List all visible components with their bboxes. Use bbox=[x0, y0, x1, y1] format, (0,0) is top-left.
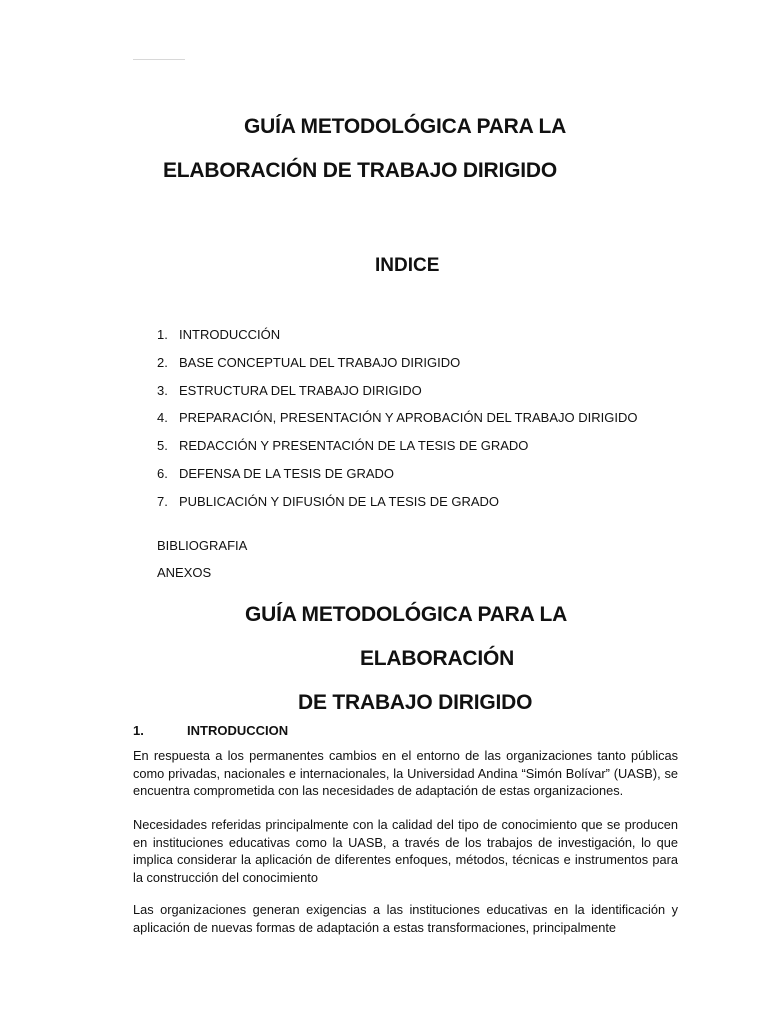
toc-item[interactable] bbox=[157, 408, 637, 436]
title2-line-3: DE TRABAJO DIRIGIDO bbox=[298, 691, 533, 714]
toc-item-label: BASE CONCEPTUAL DEL TRABAJO DIRIGIDO bbox=[179, 354, 461, 370]
toc-item-number: 7. bbox=[157, 493, 168, 509]
paragraph-1: En respuesta a los permanentes cambios en el entorno de las organizaciones tanto públicas como privadas, nacionales e internacionales, la Universidad Andina “Simón Bolívar” (UASB), se encuentra comprometida con las necesidades de adaptación de estas organizaciones. bbox=[133, 748, 678, 799]
toc-item-label: PUBLICACIÓN Y DIFUSIÓN DE LA TESIS DE GRADO bbox=[179, 493, 500, 509]
section-number: 1. bbox=[133, 723, 144, 738]
toc-item[interactable] bbox=[157, 464, 637, 492]
table-of-contents bbox=[157, 325, 637, 520]
toc-item[interactable] bbox=[157, 492, 637, 520]
title-line-2: ELABORACIÓN DE TRABAJO DIRIGIDO bbox=[163, 159, 557, 182]
toc-item-label: DEFENSA DE LA TESIS DE GRADO bbox=[179, 465, 395, 481]
toc-item[interactable] bbox=[157, 353, 637, 381]
toc-item-number: 2. bbox=[157, 354, 168, 370]
title-line-1: GUÍA METODOLÓGICA PARA LA bbox=[244, 115, 567, 138]
paragraph-3: Las organizaciones generan exigencias a las instituciones educativas en la identificación y aplicación de nuevas formas de adaptación a estas transformaciones, principalmente bbox=[133, 902, 678, 935]
section-heading bbox=[133, 723, 288, 738]
toc-item-number: 6. bbox=[157, 465, 168, 481]
anexos-entry[interactable]: ANEXOS bbox=[157, 565, 212, 580]
toc-item[interactable] bbox=[157, 381, 637, 409]
toc-item-label: PREPARACIÓN, PRESENTACIÓN Y APROBACIÓN DEL TRABAJO DIRIGIDO bbox=[179, 410, 638, 426]
toc-item[interactable] bbox=[157, 436, 637, 464]
section-title: INTRODUCCION bbox=[187, 723, 289, 738]
toc-item-label: REDACCIÓN Y PRESENTACIÓN DE LA TESIS DE GRADO bbox=[179, 438, 529, 454]
toc-item-label: INTRODUCCIÓN bbox=[179, 327, 281, 342]
title2-line-2: ELABORACIÓN bbox=[360, 647, 515, 670]
toc-item-number: 1. bbox=[157, 327, 168, 342]
title2-line-1: GUÍA METODOLÓGICA PARA LA bbox=[245, 603, 568, 626]
header-rule bbox=[133, 59, 185, 60]
toc-item-label: ESTRUCTURA DEL TRABAJO DIRIGIDO bbox=[179, 382, 422, 398]
toc-item-number: 4. bbox=[157, 410, 168, 426]
bibliografia-entry[interactable]: BIBLIOGRAFIA bbox=[157, 538, 248, 553]
toc-item-number: 5. bbox=[157, 438, 168, 454]
toc-item-number: 3. bbox=[157, 382, 168, 398]
indice-heading: INDICE bbox=[375, 255, 440, 276]
paragraph-2: Necesidades referidas principalmente con la calidad del tipo de conocimiento que se producen en instituciones educativas como la UASB, a través de los trabajos de investigación, lo que implica considerar la aplicación de diferentes enfoques, métodos, técnicas e instrumentos para la construcción del conocimiento bbox=[133, 817, 678, 885]
toc-item[interactable] bbox=[157, 325, 637, 353]
